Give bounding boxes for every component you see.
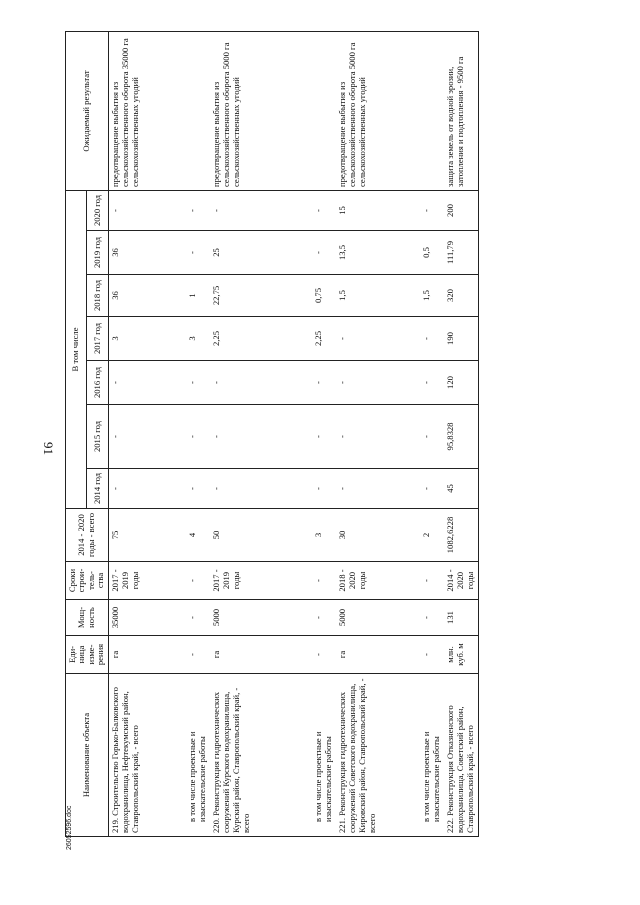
year-2018-cell: 1: [186, 275, 210, 317]
year-2014-cell: -: [108, 469, 186, 509]
terms-cell: 2018 - 2020 годы: [336, 562, 420, 600]
unit-cell: -: [186, 636, 210, 674]
header-year: 2016 год: [87, 361, 108, 405]
year-2016-cell: 120: [444, 361, 478, 405]
year-2018-cell: 22,75: [210, 275, 312, 317]
year-2017-cell: 190: [444, 317, 478, 361]
header-including: В том числе: [66, 190, 87, 508]
expected-result: защита земель от водной эрозии, затопления и подтопления - 9500 га: [444, 31, 478, 190]
year-2014-cell: -: [420, 469, 444, 509]
year-2018-cell: 1,5: [420, 275, 444, 317]
object-name: 221. Реконструкция гидротехнических сооружений Советского водохранилища, Кировский район, Ставропольский край, - всего: [336, 674, 420, 837]
table-row: [444, 31, 478, 836]
year-2020-cell: -: [420, 190, 444, 230]
year-2020-cell: 15: [336, 190, 420, 230]
page-number: 91: [41, 442, 56, 455]
year-2015-cell: -: [336, 405, 420, 469]
year-2018-cell: 36: [108, 275, 186, 317]
expected-result: [420, 31, 444, 190]
year-2018-cell: 0,75: [312, 275, 336, 317]
expected-result: [312, 31, 336, 190]
year-2020-cell: -: [186, 190, 210, 230]
year-2017-cell: 2,25: [210, 317, 312, 361]
capacity-cell: 5000: [210, 600, 312, 636]
unit-cell: -: [420, 636, 444, 674]
year-2019-cell: 36: [108, 231, 186, 275]
year-2019-cell: 25: [210, 231, 312, 275]
table-body: [108, 31, 478, 836]
investment-table: [65, 31, 479, 837]
table-row: [108, 31, 186, 836]
capacity-cell: 131: [444, 600, 478, 636]
year-2020-cell: -: [210, 190, 312, 230]
unit-cell: га: [336, 636, 420, 674]
header-year: 2019 год: [87, 231, 108, 275]
year-2015-cell: -: [312, 405, 336, 469]
capacity-cell: -: [312, 600, 336, 636]
header-unit: Еди- ница изме- рения: [66, 636, 109, 674]
object-name: 219. Строительство Горько-Балковского водохранилища, Нефтекумский район, Ставропольский край, - всего: [108, 674, 186, 837]
year-2020-cell: -: [108, 190, 186, 230]
year-2016-cell: -: [108, 361, 186, 405]
year-2019-cell: -: [312, 231, 336, 275]
total-cell: 4: [186, 509, 210, 562]
total-cell: 75: [108, 509, 186, 562]
object-name: в том числе проектные и изыскательские работы: [312, 674, 336, 837]
terms-cell: -: [312, 562, 336, 600]
total-cell: 3: [312, 509, 336, 562]
year-2015-cell: 95,8328: [444, 405, 478, 469]
year-2020-cell: 200: [444, 190, 478, 230]
header-row-1: [66, 31, 87, 836]
year-2017-cell: -: [420, 317, 444, 361]
year-2014-cell: -: [336, 469, 420, 509]
year-2017-cell: 3: [108, 317, 186, 361]
capacity-cell: -: [420, 600, 444, 636]
year-2016-cell: -: [336, 361, 420, 405]
header-terms: Сроки строи- тель- ства: [66, 562, 109, 600]
unit-cell: -: [312, 636, 336, 674]
year-2020-cell: -: [312, 190, 336, 230]
year-2016-cell: -: [420, 361, 444, 405]
year-2017-cell: -: [336, 317, 420, 361]
year-2017-cell: 3: [186, 317, 210, 361]
header-year: 2014 год: [87, 469, 108, 509]
year-2015-cell: -: [186, 405, 210, 469]
header-capacity: Мощ- ность: [66, 600, 109, 636]
year-2019-cell: 0,5: [420, 231, 444, 275]
year-2015-cell: -: [210, 405, 312, 469]
capacity-cell: 35000: [108, 600, 186, 636]
header-result: Ожидаемый результат: [66, 31, 109, 190]
year-2014-cell: -: [210, 469, 312, 509]
terms-cell: 2017 - 2019 годы: [210, 562, 312, 600]
year-2018-cell: 1,5: [336, 275, 420, 317]
year-2015-cell: -: [108, 405, 186, 469]
footer-filename: 26052596.doc: [66, 805, 73, 850]
year-2014-cell: 45: [444, 469, 478, 509]
capacity-cell: 5000: [336, 600, 420, 636]
year-2019-cell: 111,79: [444, 231, 478, 275]
table-row: [186, 31, 210, 836]
header-year: 2017 год: [87, 317, 108, 361]
header-name: Наименование объекта: [66, 674, 109, 837]
expected-result: предотвращение выбытия из сельскохозяйственного оборота 5000 га сельскохозяйственных угодий: [336, 31, 420, 190]
total-cell: 2: [420, 509, 444, 562]
object-name: в том числе проектные и изыскательские работы: [186, 674, 210, 837]
terms-cell: -: [420, 562, 444, 600]
table-row: [312, 31, 336, 836]
table-row: [336, 31, 420, 836]
capacity-cell: -: [186, 600, 210, 636]
header-year: 2020 год: [87, 190, 108, 230]
object-name: 220. Реконструкция гидротехнических сооружений Курского водохранилища, Курский район, Ставропольский край, - всего: [210, 674, 312, 837]
terms-cell: 2014 - 2020 годы: [444, 562, 478, 600]
expected-result: предотвращение выбытия из сельскохозяйственного оборота 5000 га сельскохозяйственных угодий: [210, 31, 312, 190]
year-2016-cell: -: [210, 361, 312, 405]
header-year: 2018 год: [87, 275, 108, 317]
total-cell: 50: [210, 509, 312, 562]
expected-result: [186, 31, 210, 190]
object-name: 222. Реконструкция Отказненского водохранилища, Советский район, Ставропольский край, - всего: [444, 674, 478, 837]
table-row: [210, 31, 312, 836]
year-2017-cell: 2,25: [312, 317, 336, 361]
unit-cell: га: [210, 636, 312, 674]
expected-result: предотвращение выбытия из сельскохозяйственного оборота 35000 га сельскохозяйственных угодий: [108, 31, 186, 190]
rotated-table-container: [65, 36, 585, 837]
object-name: в том числе проектные и изыскательские работы: [420, 674, 444, 837]
total-cell: 30: [336, 509, 420, 562]
unit-cell: млн. куб. м: [444, 636, 478, 674]
terms-cell: -: [186, 562, 210, 600]
year-2014-cell: -: [312, 469, 336, 509]
total-cell: 1082,6228: [444, 509, 478, 562]
table-row: [420, 31, 444, 836]
year-2014-cell: -: [186, 469, 210, 509]
year-2019-cell: -: [186, 231, 210, 275]
year-2018-cell: 320: [444, 275, 478, 317]
header-total: 2014 - 2020 годы - всего: [66, 509, 109, 562]
header-year: 2015 год: [87, 405, 108, 469]
year-2015-cell: -: [420, 405, 444, 469]
unit-cell: га: [108, 636, 186, 674]
year-2019-cell: 13,5: [336, 231, 420, 275]
year-2016-cell: -: [186, 361, 210, 405]
year-2016-cell: -: [312, 361, 336, 405]
terms-cell: 2017 - 2019 годы: [108, 562, 186, 600]
